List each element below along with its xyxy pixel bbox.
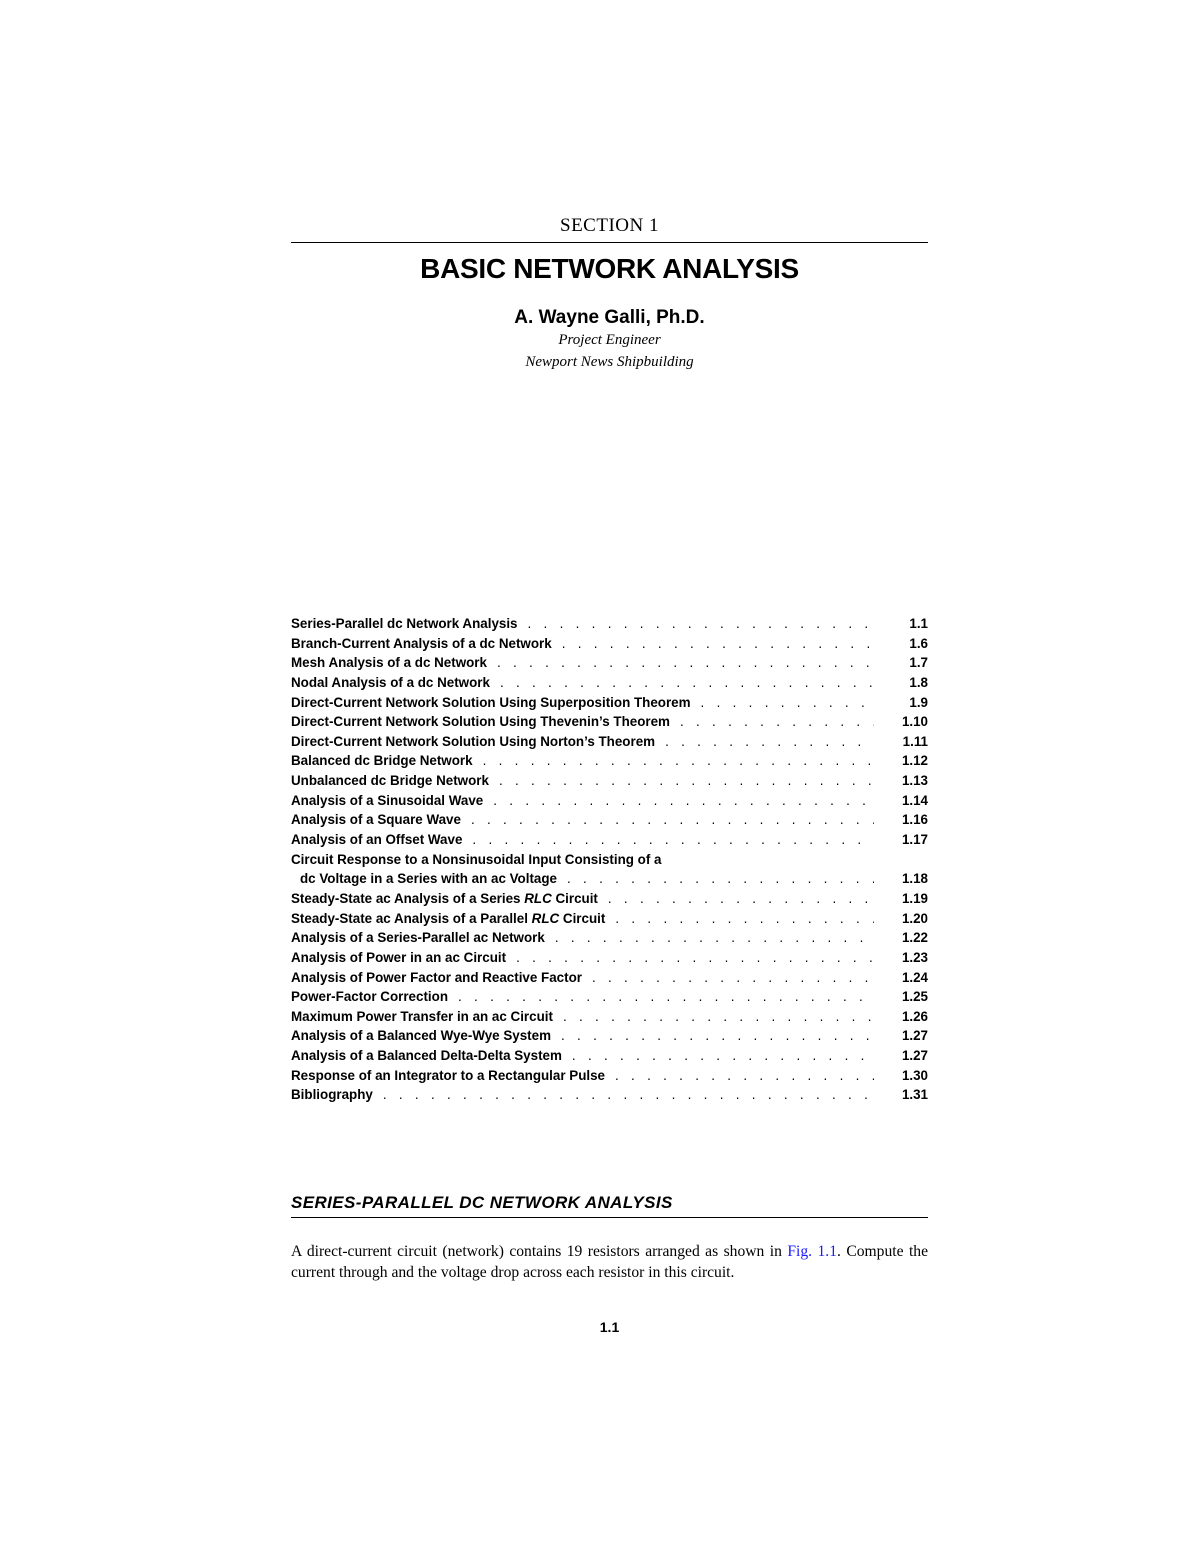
toc-leader-dots: [615, 1066, 874, 1086]
toc-entry[interactable]: [291, 810, 928, 830]
toc-entry-title: Maximum Power Transfer in an ac Circuit: [291, 1008, 553, 1024]
section-label: SECTION 1: [560, 215, 659, 236]
page-number: 1.1: [599, 1319, 620, 1335]
toc-entry[interactable]: [291, 614, 928, 634]
toc-entry-title: Analysis of a Balanced Delta-Delta System: [291, 1048, 562, 1064]
toc-entry-page: 1.26: [901, 1008, 928, 1024]
toc-entry-page: 1.1: [909, 616, 928, 631]
toc-entry-page: 1.31: [901, 1087, 928, 1103]
toc-entry[interactable]: [291, 1046, 928, 1066]
toc-entry-title: dc Voltage in a Series with an ac Voltage: [300, 871, 557, 887]
toc-entry-page: 1.11: [902, 733, 928, 749]
toc-entry-page: 1.24: [901, 969, 928, 985]
toc-entry[interactable]: [291, 987, 928, 1007]
toc-entry-page: 1.27: [901, 1028, 928, 1044]
toc-entry-page: 1.17: [901, 832, 928, 848]
toc-leader-dots: [471, 810, 874, 830]
author-role: Project Engineer: [558, 332, 661, 348]
section-title: BASIC NETWORK ANALYSIS: [420, 253, 799, 284]
toc-entry[interactable]: [291, 948, 928, 968]
toc-entry-title: Analysis of a Series-Parallel ac Network: [291, 930, 545, 946]
toc-entry-title: Balanced dc Bridge Network: [291, 753, 473, 769]
rlc-italic: RLC: [531, 910, 560, 926]
toc-leader-dots: [499, 771, 874, 791]
toc-entry-title: Direct-Current Network Solution Using Norton’s Theorem: [291, 733, 656, 749]
paragraph-text-end: . Compute the current through and the voltage drop across each resistor in this circuit.: [291, 1243, 929, 1281]
toc-entry[interactable]: [291, 732, 928, 752]
title-rule: [291, 242, 928, 243]
toc-entry-title: Analysis of an Offset Wave: [291, 832, 463, 848]
toc-entry-page: 1.14: [901, 792, 928, 808]
toc-entry[interactable]: [291, 850, 928, 870]
figure-link[interactable]: Fig. 1.1: [787, 1243, 837, 1260]
toc-entry-title: Analysis of Power Factor and Reactive Factor: [291, 969, 582, 985]
toc-leader-dots: [572, 1046, 874, 1066]
toc-entry-title: Steady-State ac Analysis of a Series RLC Circuit: [291, 890, 598, 906]
toc-entry-title: Direct-Current Network Solution Using Thevenin’s Theorem: [291, 714, 670, 730]
toc-entry-page: 1.22: [901, 930, 928, 946]
toc-entry[interactable]: [291, 928, 928, 948]
toc-entry[interactable]: [291, 771, 928, 791]
toc-entry[interactable]: [291, 1007, 928, 1027]
toc-leader-dots: [561, 1026, 874, 1046]
toc-entry-page: 1.9: [909, 694, 928, 710]
toc-entry[interactable]: [291, 634, 928, 654]
toc-entry-title: Direct-Current Network Solution Using Superposition Theorem: [291, 694, 691, 710]
toc-leader-dots: [592, 968, 874, 988]
toc-entry[interactable]: [291, 673, 928, 693]
toc-entry-page: 1.20: [901, 910, 928, 926]
toc-entry-page: 1.12: [901, 753, 928, 769]
toc-entry-page: 1.10: [901, 714, 928, 730]
toc-entry-page: 1.19: [901, 890, 928, 906]
toc-leader-dots: [555, 928, 874, 948]
toc-entry-page: 1.18: [901, 871, 928, 887]
toc-entry-title: Branch-Current Analysis of a dc Network: [291, 635, 552, 651]
author-name: A. Wayne Galli, Ph.D.: [514, 307, 705, 328]
toc-leader-dots: [516, 948, 874, 968]
toc-entry-page: 1.25: [901, 989, 928, 1005]
toc-leader-dots: [497, 653, 874, 673]
toc-leader-dots: [472, 830, 874, 850]
toc-entry[interactable]: [291, 791, 928, 811]
table-of-contents: [291, 614, 928, 1105]
toc-leader-dots: [701, 693, 874, 713]
toc-leader-dots: [562, 634, 874, 654]
toc-entry-page: 1.13: [901, 773, 928, 789]
toc-entry-title: Nodal Analysis of a dc Network: [291, 674, 490, 690]
body-paragraph: [291, 1241, 928, 1283]
toc-entry-title: Analysis of a Sinusoidal Wave: [291, 792, 484, 808]
toc-entry-title: Response of an Integrator to a Rectangular Pulse: [291, 1067, 605, 1083]
toc-entry-title: Bibliography: [291, 1087, 373, 1103]
toc-leader-dots: [483, 751, 874, 771]
toc-leader-dots: [528, 614, 874, 634]
toc-entry-title: Power-Factor Correction: [291, 989, 448, 1005]
toc-leader-dots: [383, 1085, 874, 1105]
toc-entry[interactable]: [291, 1085, 928, 1105]
toc-entry-page: 1.16: [901, 812, 928, 828]
toc-leader-dots: [567, 869, 874, 889]
toc-leader-dots: [458, 987, 874, 1007]
toc-leader-dots: [493, 791, 874, 811]
toc-entry[interactable]: [291, 869, 928, 889]
toc-entry-title: Analysis of a Square Wave: [291, 812, 461, 828]
toc-entry[interactable]: [291, 968, 928, 988]
paragraph-text-start: A direct-current circuit (network) contains 19 resistors arranged as shown in: [291, 1243, 788, 1260]
toc-entry[interactable]: [291, 712, 928, 732]
heading-rule: [291, 1217, 928, 1218]
toc-entry[interactable]: [291, 693, 928, 713]
toc-entry[interactable]: [291, 1066, 928, 1086]
toc-entry-title: Analysis of a Balanced Wye-Wye System: [291, 1028, 551, 1044]
toc-entry-title: Steady-State ac Analysis of a Parallel RLC Circuit: [291, 910, 606, 926]
toc-entry-page: 1.23: [901, 949, 928, 965]
section-heading: SERIES-PARALLEL DC NETWORK ANALYSIS: [291, 1193, 673, 1212]
toc-entry-title: Mesh Analysis of a dc Network: [291, 655, 487, 671]
toc-entry[interactable]: [291, 889, 928, 909]
toc-entry[interactable]: [291, 830, 928, 850]
toc-leader-dots: [563, 1007, 874, 1027]
toc-entry[interactable]: [291, 1026, 928, 1046]
rlc-italic: RLC: [524, 890, 552, 906]
toc-entry[interactable]: [291, 909, 928, 929]
toc-entry[interactable]: [291, 653, 928, 673]
toc-leader-dots: [615, 909, 874, 929]
toc-entry-title: Analysis of Power in an ac Circuit: [291, 949, 507, 965]
toc-leader-dots: [500, 673, 874, 693]
toc-leader-dots: [665, 732, 874, 752]
toc-entry-title: Circuit Response to a Nonsinusoidal Input Consisting of a: [291, 851, 662, 867]
toc-entry-page: 1.8: [909, 674, 928, 690]
toc-entry[interactable]: [291, 751, 928, 771]
author-organization: Newport News Shipbuilding: [525, 354, 694, 370]
toc-entry-page: 1.30: [901, 1067, 928, 1083]
toc-leader-dots: [680, 712, 874, 732]
toc-entry-title: Unbalanced dc Bridge Network: [291, 773, 489, 789]
toc-entry-page: 1.27: [901, 1048, 928, 1064]
toc-entry-page: 1.6: [909, 635, 928, 651]
toc-entry-title: Series-Parallel dc Network Analysis: [291, 616, 518, 631]
toc-entry-page: 1.7: [909, 655, 928, 671]
toc-leader-dots: [608, 889, 874, 909]
